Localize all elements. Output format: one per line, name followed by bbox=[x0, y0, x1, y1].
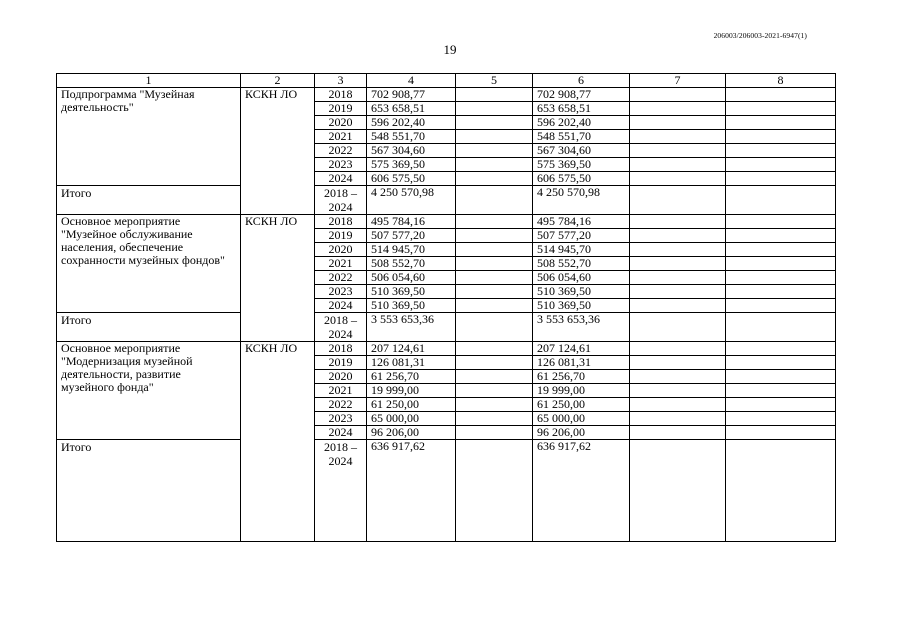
amount-regional-cell: 702 908,77 bbox=[533, 88, 630, 102]
amount-col7-cell bbox=[630, 130, 726, 144]
amount-total-cell: 507 577,20 bbox=[367, 229, 456, 243]
year-cell: 2022 bbox=[315, 144, 367, 158]
table-row bbox=[57, 342, 836, 356]
amount-regional-cell: 126 081,31 bbox=[533, 356, 630, 370]
amount-col8-cell bbox=[726, 285, 836, 299]
amount-total-cell: 596 202,40 bbox=[367, 116, 456, 130]
total-amount-cell: 3 553 653,36 bbox=[367, 313, 456, 342]
total-row bbox=[57, 186, 836, 215]
amount-col8-cell bbox=[726, 215, 836, 229]
amount-regional-cell: 606 575,50 bbox=[533, 172, 630, 186]
year-cell: 2022 bbox=[315, 271, 367, 285]
page-number: 19 bbox=[443, 42, 457, 57]
amount-col5-cell bbox=[456, 172, 533, 186]
year-cell: 2020 bbox=[315, 243, 367, 257]
amount-col5-cell bbox=[456, 299, 533, 313]
amount-col5-cell bbox=[456, 229, 533, 243]
amount-regional-cell: 510 369,50 bbox=[533, 299, 630, 313]
amount-col7-cell bbox=[630, 215, 726, 229]
amount-total-cell: 61 256,70 bbox=[367, 370, 456, 384]
amount-regional-cell: 61 256,70 bbox=[533, 370, 630, 384]
table-row bbox=[57, 215, 836, 229]
amount-regional-cell: 575 369,50 bbox=[533, 158, 630, 172]
amount-col7-cell bbox=[630, 384, 726, 398]
amount-col5-cell bbox=[456, 384, 533, 398]
column-header: 2 bbox=[241, 74, 315, 88]
amount-total-cell: 548 551,70 bbox=[367, 130, 456, 144]
amount-col5-cell bbox=[456, 257, 533, 271]
amount-col5-cell bbox=[456, 271, 533, 285]
amount-regional-cell: 567 304,60 bbox=[533, 144, 630, 158]
total-col8-cell bbox=[726, 186, 836, 215]
amount-col7-cell bbox=[630, 257, 726, 271]
amount-col8-cell bbox=[726, 229, 836, 243]
amount-regional-cell: 653 658,51 bbox=[533, 102, 630, 116]
amount-total-cell: 61 250,00 bbox=[367, 398, 456, 412]
amount-col8-cell bbox=[726, 144, 836, 158]
amount-col8-cell bbox=[726, 102, 836, 116]
amount-col5-cell bbox=[456, 285, 533, 299]
amount-regional-cell: 548 551,70 bbox=[533, 130, 630, 144]
total-regional-cell: 3 553 653,36 bbox=[533, 313, 630, 342]
amount-col8-cell bbox=[726, 130, 836, 144]
amount-total-cell: 702 908,77 bbox=[367, 88, 456, 102]
amount-total-cell: 508 552,70 bbox=[367, 257, 456, 271]
amount-col7-cell bbox=[630, 158, 726, 172]
amount-col7-cell bbox=[630, 299, 726, 313]
total-amount-cell: 4 250 570,98 bbox=[367, 186, 456, 215]
amount-col8-cell bbox=[726, 398, 836, 412]
year-cell: 2024 bbox=[315, 426, 367, 440]
amount-col7-cell bbox=[630, 356, 726, 370]
total-regional-cell: 636 917,62 bbox=[533, 440, 630, 542]
total-row bbox=[57, 313, 836, 342]
amount-col5-cell bbox=[456, 158, 533, 172]
total-label: Итого bbox=[57, 440, 241, 542]
amount-total-cell: 510 369,50 bbox=[367, 285, 456, 299]
year-cell: 2023 bbox=[315, 158, 367, 172]
program-name: Основное мероприятие "Музейное обслуживание населения, обеспечение сохранности музейных фондов" bbox=[57, 215, 241, 313]
total-col5-cell bbox=[456, 440, 533, 542]
amount-regional-cell: 207 124,61 bbox=[533, 342, 630, 356]
total-regional-cell: 4 250 570,98 bbox=[533, 186, 630, 215]
program-name: Основное мероприятие "Модернизация музейной деятельности, развитие музейного фонда" bbox=[57, 342, 241, 440]
amount-regional-cell: 507 577,20 bbox=[533, 229, 630, 243]
total-amount-cell: 636 917,62 bbox=[367, 440, 456, 542]
amount-col7-cell bbox=[630, 102, 726, 116]
amount-col7-cell bbox=[630, 342, 726, 356]
amount-total-cell: 567 304,60 bbox=[367, 144, 456, 158]
total-col7-cell bbox=[630, 313, 726, 342]
year-cell: 2021 bbox=[315, 257, 367, 271]
amount-total-cell: 653 658,51 bbox=[367, 102, 456, 116]
year-cell: 2019 bbox=[315, 102, 367, 116]
period-cell: 2018 – 2024 bbox=[315, 186, 367, 215]
year-cell: 2024 bbox=[315, 299, 367, 313]
table-row bbox=[57, 88, 836, 102]
amount-regional-cell: 65 000,00 bbox=[533, 412, 630, 426]
amount-total-cell: 606 575,50 bbox=[367, 172, 456, 186]
amount-col5-cell bbox=[456, 88, 533, 102]
total-col8-cell bbox=[726, 313, 836, 342]
amount-col5-cell bbox=[456, 370, 533, 384]
column-header: 1 bbox=[57, 74, 241, 88]
amount-total-cell: 514 945,70 bbox=[367, 243, 456, 257]
amount-regional-cell: 514 945,70 bbox=[533, 243, 630, 257]
year-cell: 2020 bbox=[315, 370, 367, 384]
total-label: Итого bbox=[57, 313, 241, 342]
amount-col8-cell bbox=[726, 299, 836, 313]
amount-col7-cell bbox=[630, 398, 726, 412]
column-header: 4 bbox=[367, 74, 456, 88]
amount-col8-cell bbox=[726, 356, 836, 370]
year-cell: 2023 bbox=[315, 412, 367, 426]
amount-col8-cell bbox=[726, 426, 836, 440]
amount-col7-cell bbox=[630, 144, 726, 158]
amount-col5-cell bbox=[456, 130, 533, 144]
year-cell: 2023 bbox=[315, 285, 367, 299]
amount-regional-cell: 508 552,70 bbox=[533, 257, 630, 271]
period-cell: 2018 – 2024 bbox=[315, 313, 367, 342]
amount-total-cell: 510 369,50 bbox=[367, 299, 456, 313]
year-cell: 2021 bbox=[315, 384, 367, 398]
amount-total-cell: 506 054,60 bbox=[367, 271, 456, 285]
amount-col8-cell bbox=[726, 412, 836, 426]
amount-total-cell: 126 081,31 bbox=[367, 356, 456, 370]
amount-regional-cell: 495 784,16 bbox=[533, 215, 630, 229]
column-header: 3 bbox=[315, 74, 367, 88]
amount-regional-cell: 19 999,00 bbox=[533, 384, 630, 398]
year-cell: 2019 bbox=[315, 356, 367, 370]
year-cell: 2019 bbox=[315, 229, 367, 243]
amount-col5-cell bbox=[456, 412, 533, 426]
document-id: 206003/206003-2021-6947(1) bbox=[713, 31, 807, 40]
executor-cell: КСКН ЛО bbox=[241, 88, 315, 215]
amount-col7-cell bbox=[630, 412, 726, 426]
amount-col7-cell bbox=[630, 229, 726, 243]
amount-col8-cell bbox=[726, 370, 836, 384]
amount-col7-cell bbox=[630, 285, 726, 299]
total-col7-cell bbox=[630, 440, 726, 542]
column-header-row bbox=[57, 74, 836, 88]
total-col7-cell bbox=[630, 186, 726, 215]
column-header: 5 bbox=[456, 74, 533, 88]
amount-total-cell: 575 369,50 bbox=[367, 158, 456, 172]
amount-col5-cell bbox=[456, 356, 533, 370]
amount-col8-cell bbox=[726, 257, 836, 271]
amount-col8-cell bbox=[726, 271, 836, 285]
amount-col5-cell bbox=[456, 102, 533, 116]
amount-col8-cell bbox=[726, 172, 836, 186]
amount-col8-cell bbox=[726, 342, 836, 356]
amount-col7-cell bbox=[630, 116, 726, 130]
amount-col8-cell bbox=[726, 384, 836, 398]
amount-col7-cell bbox=[630, 370, 726, 384]
total-col5-cell bbox=[456, 186, 533, 215]
amount-col8-cell bbox=[726, 158, 836, 172]
amount-regional-cell: 96 206,00 bbox=[533, 426, 630, 440]
total-col5-cell bbox=[456, 313, 533, 342]
amount-regional-cell: 506 054,60 bbox=[533, 271, 630, 285]
year-cell: 2022 bbox=[315, 398, 367, 412]
amount-col5-cell bbox=[456, 144, 533, 158]
amount-col7-cell bbox=[630, 271, 726, 285]
amount-total-cell: 207 124,61 bbox=[367, 342, 456, 356]
amount-col5-cell bbox=[456, 398, 533, 412]
column-header: 6 bbox=[533, 74, 630, 88]
total-row bbox=[57, 440, 836, 542]
executor-cell: КСКН ЛО bbox=[241, 215, 315, 342]
amount-col5-cell bbox=[456, 243, 533, 257]
amount-col8-cell bbox=[726, 243, 836, 257]
year-cell: 2024 bbox=[315, 172, 367, 186]
year-cell: 2020 bbox=[315, 116, 367, 130]
amount-col7-cell bbox=[630, 243, 726, 257]
amount-col7-cell bbox=[630, 172, 726, 186]
column-header: 8 bbox=[726, 74, 836, 88]
year-cell: 2021 bbox=[315, 130, 367, 144]
budget-table bbox=[56, 73, 836, 542]
amount-total-cell: 495 784,16 bbox=[367, 215, 456, 229]
amount-regional-cell: 596 202,40 bbox=[533, 116, 630, 130]
amount-col5-cell bbox=[456, 116, 533, 130]
amount-regional-cell: 61 250,00 bbox=[533, 398, 630, 412]
amount-col5-cell bbox=[456, 426, 533, 440]
year-cell: 2018 bbox=[315, 215, 367, 229]
amount-col5-cell bbox=[456, 342, 533, 356]
amount-col7-cell bbox=[630, 426, 726, 440]
amount-col8-cell bbox=[726, 116, 836, 130]
column-header: 7 bbox=[630, 74, 726, 88]
amount-regional-cell: 510 369,50 bbox=[533, 285, 630, 299]
program-name: Подпрограмма "Музейная деятельность" bbox=[57, 88, 241, 186]
amount-col5-cell bbox=[456, 215, 533, 229]
year-cell: 2018 bbox=[315, 88, 367, 102]
total-col8-cell bbox=[726, 440, 836, 542]
amount-col8-cell bbox=[726, 88, 836, 102]
amount-total-cell: 19 999,00 bbox=[367, 384, 456, 398]
amount-col7-cell bbox=[630, 88, 726, 102]
amount-total-cell: 96 206,00 bbox=[367, 426, 456, 440]
period-cell: 2018 – 2024 bbox=[315, 440, 367, 542]
executor-cell: КСКН ЛО bbox=[241, 342, 315, 542]
year-cell: 2018 bbox=[315, 342, 367, 356]
amount-total-cell: 65 000,00 bbox=[367, 412, 456, 426]
total-label: Итого bbox=[57, 186, 241, 215]
